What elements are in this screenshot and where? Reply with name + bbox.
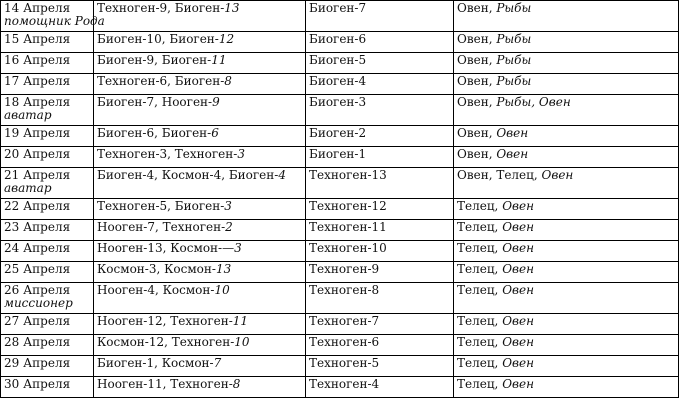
date-note: миссионер <box>4 296 73 310</box>
primary-italic: 12 <box>218 32 235 46</box>
table-row <box>1 356 679 377</box>
date-text: 26 Апреля <box>4 283 71 297</box>
secondary-cell <box>306 377 454 398</box>
signs-cell <box>454 32 679 53</box>
primary-cell <box>94 199 306 220</box>
primary-cell <box>94 147 306 168</box>
date-cell <box>1 377 94 398</box>
primary-cell <box>94 283 306 314</box>
signs-italic: Овен <box>502 199 535 213</box>
signs-text: Овен, <box>457 1 497 15</box>
date-text: 15 Апреля <box>4 32 71 46</box>
signs-text: Овен, <box>457 147 497 161</box>
primary-text: Техноген-9, Биоген- <box>97 1 225 15</box>
date-cell <box>1 220 94 241</box>
secondary-cell <box>306 74 454 95</box>
secondary-text: Техноген-5 <box>309 356 380 370</box>
signs-text: Телец, <box>457 314 503 328</box>
secondary-text: Техноген-12 <box>309 199 387 213</box>
primary-cell <box>94 1 306 32</box>
secondary-cell <box>306 283 454 314</box>
secondary-text: Биоген-5 <box>309 53 367 67</box>
signs-italic: Рыбы, Овен <box>496 95 571 109</box>
date-cell <box>1 126 94 147</box>
signs-italic: Овен <box>496 147 529 161</box>
signs-text: Овен, <box>457 74 497 88</box>
primary-italic: 13 <box>215 262 232 276</box>
date-note: аватар <box>4 181 52 195</box>
secondary-text: Биоген-2 <box>309 126 367 140</box>
signs-text: Овен, <box>457 126 497 140</box>
signs-italic: Рыбы <box>496 53 532 67</box>
primary-text: Биоген-10, Биоген- <box>97 32 219 46</box>
signs-text: Овен, Телец, <box>457 168 542 182</box>
signs-cell <box>454 283 679 314</box>
secondary-cell <box>306 314 454 335</box>
secondary-cell <box>306 262 454 283</box>
table-row <box>1 335 679 356</box>
secondary-text: Техноген-8 <box>309 283 380 297</box>
secondary-cell <box>306 168 454 199</box>
primary-italic: 10 <box>234 335 250 349</box>
secondary-text: Биоген-3 <box>309 95 367 109</box>
signs-cell <box>454 147 679 168</box>
primary-cell <box>94 314 306 335</box>
primary-text: Нооген-4, Космон- <box>97 283 215 297</box>
primary-text: Нооген-11, Техноген- <box>97 377 233 391</box>
date-text: 14 Апреля <box>4 1 71 15</box>
signs-cell <box>454 220 679 241</box>
date-text: 30 Апреля <box>4 377 71 391</box>
date-cell <box>1 283 94 314</box>
secondary-text: Техноген-6 <box>309 335 380 349</box>
date-cell <box>1 1 105 32</box>
secondary-cell <box>306 53 454 74</box>
date-cell <box>1 95 94 126</box>
secondary-cell <box>306 199 454 220</box>
primary-cell <box>94 262 306 283</box>
table-row <box>1 32 679 53</box>
primary-italic: 8 <box>232 377 241 391</box>
primary-cell <box>94 95 306 126</box>
table-row <box>1 1 679 32</box>
signs-cell <box>454 168 679 199</box>
signs-cell <box>454 53 679 74</box>
date-text: 20 Апреля <box>4 147 71 161</box>
date-cell <box>1 314 94 335</box>
primary-text: Космон-3, Космон- <box>97 262 216 276</box>
signs-cell <box>454 335 679 356</box>
date-text: 21 Апреля <box>4 168 71 182</box>
table-body <box>1 1 679 398</box>
primary-cell <box>94 356 306 377</box>
secondary-text: Техноген-11 <box>309 220 387 234</box>
date-text: 16 Апреля <box>4 53 71 67</box>
primary-italic: 10 <box>214 283 230 297</box>
primary-text: Биоген-7, Нооген- <box>97 95 213 109</box>
signs-italic: Овен <box>496 126 529 140</box>
signs-cell <box>454 356 679 377</box>
signs-text: Телец, <box>457 335 503 349</box>
primary-italic: 2 <box>225 220 233 234</box>
date-text: 27 Апреля <box>4 314 71 328</box>
primary-text: Биоген-6, Биоген- <box>97 126 212 140</box>
secondary-text: Биоген-1 <box>309 147 367 161</box>
secondary-cell <box>306 95 454 126</box>
primary-italic: 13 <box>224 1 240 15</box>
table-row <box>1 314 679 335</box>
secondary-cell <box>306 1 454 32</box>
table-row <box>1 168 679 199</box>
date-text: 17 Апреля <box>4 74 71 88</box>
signs-italic: Овен <box>502 335 535 349</box>
signs-text: Телец, <box>457 283 503 297</box>
primary-italic: 3 <box>237 147 245 161</box>
table-row <box>1 241 679 262</box>
primary-text: Нооген-7, Техноген- <box>97 220 226 234</box>
primary-italic: 9 <box>212 95 220 109</box>
secondary-text: Техноген-10 <box>309 241 387 255</box>
table-row <box>1 262 679 283</box>
signs-italic: Овен <box>541 168 574 182</box>
signs-cell <box>454 74 679 95</box>
primary-cell <box>94 335 306 356</box>
primary-cell <box>94 126 306 147</box>
primary-text: Биоген-1, Космон- <box>97 356 214 370</box>
table-row <box>1 283 679 314</box>
date-text: 25 Апреля <box>4 262 71 276</box>
date-text: 28 Апреля <box>4 335 71 349</box>
date-cell <box>1 241 94 262</box>
primary-italic: 11 <box>232 314 249 328</box>
date-text: 23 Апреля <box>4 220 71 234</box>
primary-italic: 4 <box>278 168 286 182</box>
primary-cell <box>94 53 306 74</box>
secondary-text: Биоген-6 <box>309 32 367 46</box>
date-text: 22 Апреля <box>4 199 71 213</box>
signs-text: Овен, <box>457 53 497 67</box>
signs-italic: Рыбы <box>496 1 532 15</box>
primary-italic: 7 <box>213 356 222 370</box>
secondary-cell <box>306 126 454 147</box>
signs-italic: Овен <box>502 356 535 370</box>
signs-text: Овен, <box>457 95 497 109</box>
date-cell <box>1 53 94 74</box>
primary-italic: —3 <box>222 241 242 255</box>
secondary-text: Техноген-4 <box>309 377 380 391</box>
secondary-text: Техноген-7 <box>309 314 380 328</box>
table-row <box>1 220 679 241</box>
signs-text: Телец, <box>457 199 503 213</box>
secondary-cell <box>306 220 454 241</box>
signs-text: Телец, <box>457 377 503 391</box>
signs-text: Телец, <box>457 220 503 234</box>
primary-cell <box>94 377 306 398</box>
primary-text: Космон-12, Техноген- <box>97 335 235 349</box>
primary-text: Биоген-4, Космон-4, Биоген- <box>97 168 279 182</box>
date-cell <box>1 74 94 95</box>
date-text: 18 Апреля <box>4 95 71 109</box>
table-row <box>1 95 679 126</box>
signs-text: Телец, <box>457 262 503 276</box>
signs-text: Овен, <box>457 32 497 46</box>
signs-italic: Рыбы <box>496 74 532 88</box>
signs-cell <box>454 1 679 32</box>
date-text: 19 Апреля <box>4 126 71 140</box>
table-row <box>1 126 679 147</box>
primary-cell <box>94 74 306 95</box>
primary-text: Нооген-13, Космон- <box>97 241 223 255</box>
date-note: помощник Рода <box>4 14 105 28</box>
signs-cell <box>454 262 679 283</box>
date-note: аватар <box>4 108 52 122</box>
secondary-text: Биоген-7 <box>309 1 367 15</box>
secondary-cell <box>306 147 454 168</box>
date-text: 29 Апреля <box>4 356 71 370</box>
signs-cell <box>454 95 679 126</box>
secondary-text: Техноген-13 <box>309 168 387 182</box>
primary-text: Нооген-12, Техноген- <box>97 314 233 328</box>
primary-italic: 6 <box>211 126 219 140</box>
signs-text: Телец, <box>457 356 503 370</box>
secondary-cell <box>306 32 454 53</box>
table-row <box>1 53 679 74</box>
date-cell <box>1 335 94 356</box>
primary-text: Биоген-9, Биоген- <box>97 53 212 67</box>
table-row <box>1 74 679 95</box>
signs-italic: Овен <box>502 283 535 297</box>
signs-italic: Овен <box>502 314 535 328</box>
date-cell <box>1 262 94 283</box>
signs-cell <box>454 377 679 398</box>
signs-cell <box>454 241 679 262</box>
secondary-text: Биоген-4 <box>309 74 367 88</box>
secondary-text: Техноген-9 <box>309 262 380 276</box>
date-cell <box>1 32 94 53</box>
primary-text: Техноген-5, Биоген- <box>97 199 225 213</box>
primary-text: Техноген-3, Техноген- <box>97 147 238 161</box>
signs-italic: Рыбы <box>496 32 532 46</box>
primary-text: Техноген-6, Биоген- <box>97 74 225 88</box>
date-text: 24 Апреля <box>4 241 71 255</box>
signs-text: Телец, <box>457 241 503 255</box>
signs-cell <box>454 126 679 147</box>
signs-italic: Овен <box>502 241 535 255</box>
signs-italic: Овен <box>502 220 535 234</box>
signs-italic: Овен <box>502 262 535 276</box>
table-row <box>1 147 679 168</box>
secondary-cell <box>306 335 454 356</box>
signs-cell <box>454 314 679 335</box>
date-cell <box>1 147 94 168</box>
primary-italic: 11 <box>211 53 227 67</box>
primary-cell <box>94 241 306 262</box>
date-cell <box>1 356 94 377</box>
date-cell <box>1 168 94 199</box>
secondary-cell <box>306 241 454 262</box>
primary-cell <box>94 32 306 53</box>
signs-cell <box>454 199 679 220</box>
date-cell <box>1 199 94 220</box>
primary-italic: 8 <box>224 74 232 88</box>
table-row <box>1 199 679 220</box>
table-row <box>1 377 679 398</box>
secondary-cell <box>306 356 454 377</box>
signs-italic: Овен <box>502 377 535 391</box>
primary-cell <box>94 168 306 199</box>
primary-italic: 3 <box>224 199 232 213</box>
primary-cell <box>94 220 306 241</box>
